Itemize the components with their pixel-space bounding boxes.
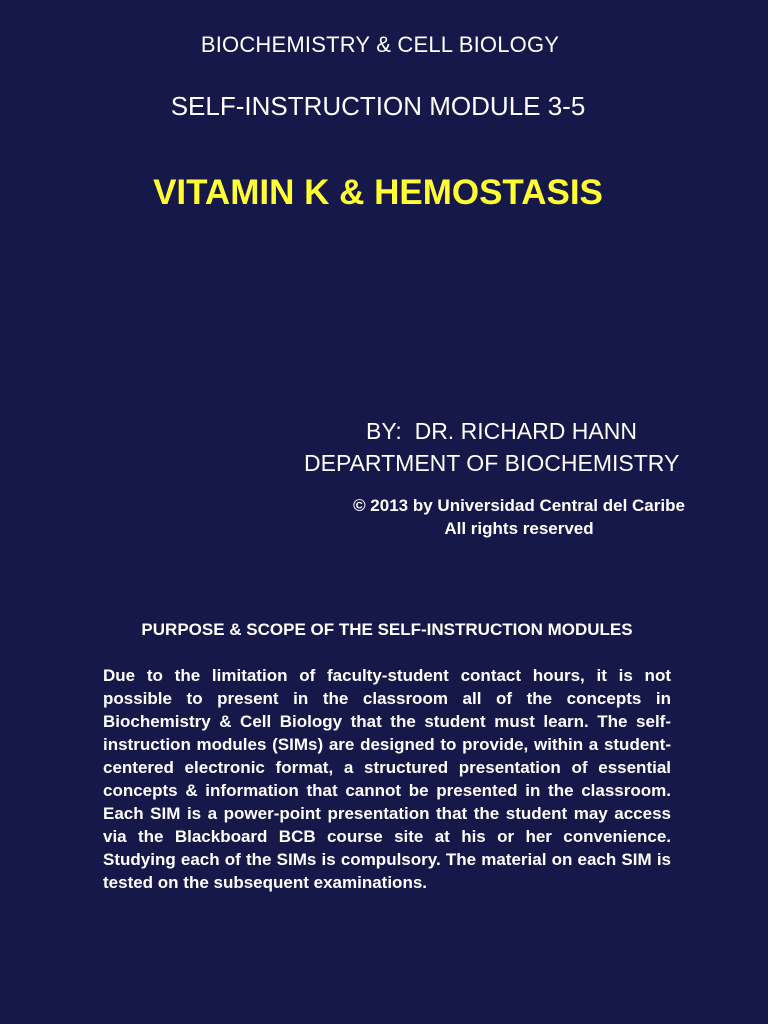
author-line: BY: DR. RICHARD HANN (366, 418, 637, 444)
copyright-line: © 2013 by Universidad Central del Caribe (353, 496, 685, 515)
purpose-heading: PURPOSE & SCOPE OF THE SELF-INSTRUCTION MODULES (141, 620, 633, 639)
purpose-paragraph: Due to the limitation of faculty-student contact hours, it is not possible to present in the classroom all of the concepts in Biochemistry & Cell Biology that the student must learn. The self-instruction modules (SIMs) are designed to provide, within a student-centered electronic format, a structured presentation of essential concepts & information that cannot be presented in the classroom. Each SIM is a power-point presentation that the student may access via the Blackboard BCB course site at his or her convenience. Studying each of the SIMs is compulsory. The material on each SIM is tested on the subsequent examinations. (103, 666, 671, 892)
copyright-notice (326, 494, 712, 540)
rights-line: All rights reserved (444, 519, 594, 538)
department-line: DEPARTMENT OF BIOCHEMISTRY (304, 450, 680, 476)
course-subject: BIOCHEMISTRY & CELL BIOLOGY (200, 32, 560, 57)
module-title: VITAMIN K & HEMOSTASIS (153, 173, 603, 212)
module-number: SELF-INSTRUCTION MODULE 3-5 (170, 91, 586, 121)
